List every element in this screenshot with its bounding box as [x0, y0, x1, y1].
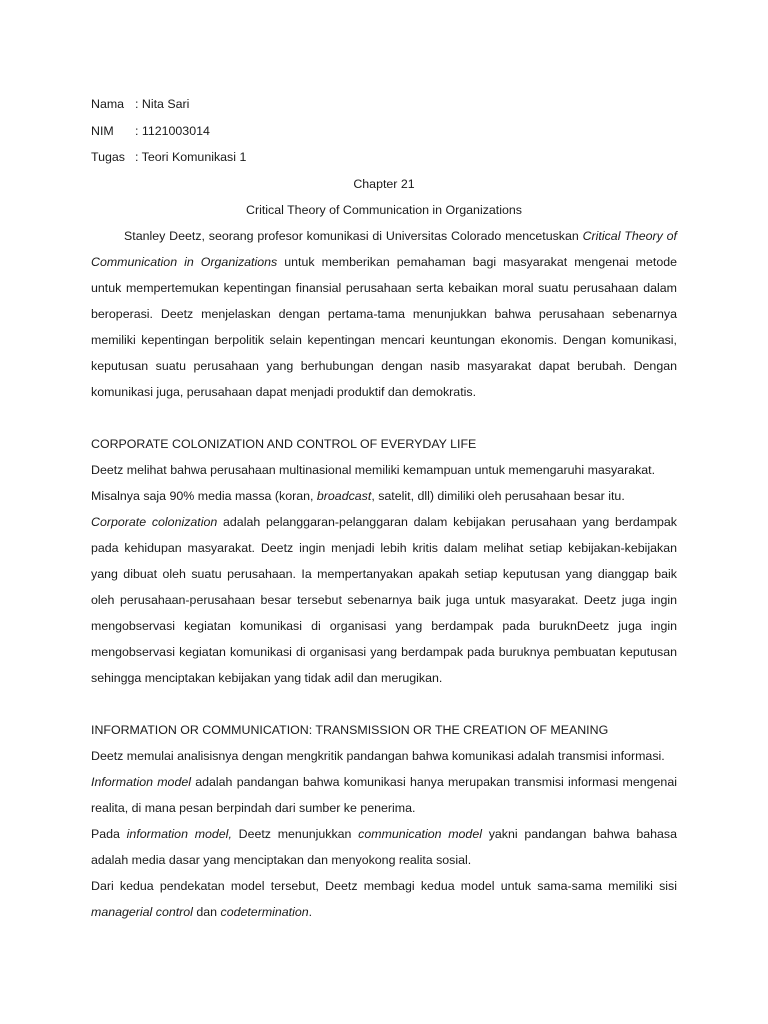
paragraph-two-models: Dari kedua pendekatan model tersebut, Deetz membagi kedua model untuk sama-sama memiliki sisi managerial control dan codetermination. [91, 878, 677, 919]
section-heading-colonization: CORPORATE COLONIZATION AND CONTROL OF EVERYDAY LIFE [91, 436, 477, 451]
task-value: : Teori Komunikasi 1 [135, 150, 247, 164]
task-label: Tugas [91, 150, 125, 164]
section-heading-information: INFORMATION OR COMMUNICATION: TRANSMISSION OR THE CREATION OF MEANING [91, 722, 609, 737]
paragraph-multinational: Deetz melihat bahwa perusahaan multinasional memiliki kemampuan untuk memengaruhi masyarakat. [91, 462, 656, 477]
document-title: Critical Theory of Communication in Organizations [246, 202, 522, 217]
name-label: Nama [91, 97, 125, 111]
nim-value: : 1121003014 [135, 123, 210, 138]
paragraph-information-model: Information model adalah pandangan bahwa komunikasi hanya merupakan transmisi informasi mengenai realita, di mana pesan berpindah dari sumber ke penerima. [91, 774, 677, 815]
paragraph-corporate-colonization: Corporate colonization adalah pelanggaran-pelanggaran dalam kebijakan perusahaan yang berdampak pada kehidupan masyarakat. Deetz ingin menjadi lebih kritis dalam melihat setiap kebijakan-kebijakan yang dibuat oleh suatu perusahaan. Ia mempertanyakan apakah setiap keputusan yang dianggap baik oleh perusahaan-perusahaan besar tersebut sebenarnya baik juga untuk masyarakat. Deetz juga ingin mengobservasi kegiatan komunikasi di organisasi yang berdampak pada buruknDeetz juga ingin mengobservasi kegiatan komunikasi di organisasi yang berdampak pada buruknya pembuatan keputusan sehingga menciptakan kebijakan yang tidak adil dan merugikan. [91, 514, 677, 685]
paragraph-analysis: Deetz memulai analisisnya dengan mengkritik pandangan bahwa komunikasi adalah transmisi informasi. [91, 748, 665, 763]
nim-label: NIM [91, 123, 114, 138]
chapter-heading: Chapter 21 [353, 176, 415, 191]
name-value: : Nita Sari [135, 97, 190, 111]
paragraph-communication-model: Pada information model, Deetz menunjukkan communication model yakni pandangan bahwa bahasa adalah media dasar yang menciptakan dan menyokong realita sosial. [91, 826, 677, 867]
intro-paragraph: Stanley Deetz, seorang profesor komunikasi di Universitas Colorado mencetuskan Critical Theory of Communication in Organizations untuk memberikan pemahaman bagi masyarakat mengenai metode untuk mempertemukan kepentingan finansial perusahaan serta kebaikan moral suatu perusahaan dalam beroperasi. Deetz menjelaskan dengan pertama-tama menunjukkan bahwa perusahaan sebenarnya memiliki kepentingan berpolitik selain kepentingan mencari keuntungan ekonomis. Dengan komunikasi, keputusan suatu perusahaan yang berhubungan dengan nasib masyarakat dapat berubah. Dengan komunikasi juga, perusahaan dapat menjadi produktif dan demokratis. [91, 228, 677, 399]
student-info [91, 91, 677, 171]
paragraph-media: Misalnya saja 90% media massa (koran, broadcast, satelit, dll) dimiliki oleh perusahaan besar itu. [91, 488, 625, 503]
